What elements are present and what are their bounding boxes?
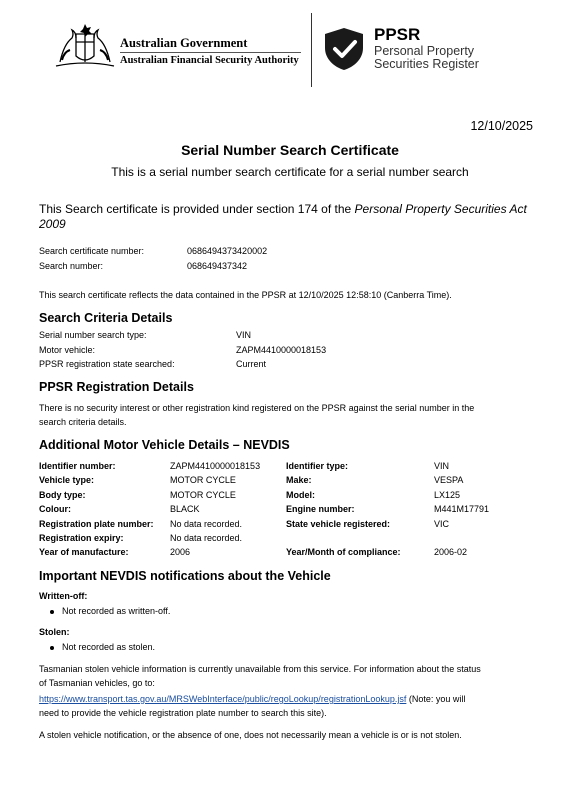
agency-name-line1: Australian Government [120, 36, 248, 50]
nevdis-value: VIC [434, 519, 450, 529]
bullet-icon [50, 610, 54, 614]
nevdis-label: State vehicle registered: [286, 519, 391, 529]
reflects-note: This search certificate reflects the data contained in the PPSR at 12/10/2025 12:58:10 (Canberra Time). [39, 290, 452, 300]
nevdis-label: Registration plate number: [39, 519, 154, 529]
stolen-item [50, 642, 155, 652]
tas-text-line2: of Tasmanian vehicles, go to: [39, 678, 155, 688]
certificate-intro [39, 202, 539, 231]
criteria-value: VIN [236, 330, 252, 340]
ppsr-title: PPSR [374, 25, 421, 44]
nevdis-label: Identifier number: [39, 461, 116, 471]
nevdis-label: Engine number: [286, 504, 355, 514]
search-number-label: Search number: [39, 261, 104, 271]
registration-text-line2: search criteria details. [39, 417, 127, 427]
nevdis-value: No data recorded. [170, 519, 243, 529]
tas-lookup-link[interactable]: https://www.transport.tas.gov.au/MRSWebInterface/public/regoLookup/registrationLookup.jsf [39, 694, 407, 704]
criteria-value: Current [236, 359, 267, 369]
nevdis-label: Body type: [39, 490, 86, 500]
nevdis-value: MOTOR CYCLE [170, 475, 236, 485]
nevdis-value: ZAPM4410000018153 [170, 461, 261, 471]
nevdis-value: MOTOR CYCLE [170, 490, 236, 500]
nevdis-label: Make: [286, 475, 312, 485]
nevdis-label: Year of manufacture: [39, 547, 129, 557]
tas-text-line1: Tasmanian stolen vehicle information is currently unavailable from this service. For information about the status [39, 664, 481, 674]
nevdis-value: 2006-02 [434, 547, 468, 557]
tas-link-line [39, 694, 465, 704]
shield-check-icon [321, 26, 367, 72]
stolen-disclaimer: A stolen vehicle notification, or the absence of one, does not necessarily mean a vehicle is or is not stolen. [39, 730, 462, 740]
tas-link-note: (Note: you will [406, 694, 466, 704]
act-name: Personal Property Securities Act 2009 [39, 202, 527, 231]
nevdis-label: Identifier type: [286, 461, 349, 471]
certificate-subtitle: This is a serial number search certificate for a serial number search [111, 165, 469, 179]
search-number-value: 068649437342 [187, 261, 248, 271]
nevdis-heading: Additional Motor Vehicle Details – NEVDIS [39, 438, 290, 452]
criteria-label: Motor vehicle: [39, 345, 96, 355]
ppsr-subtitle-line2: Securities Register [374, 57, 479, 71]
written-off-text: Not recorded as written-off. [62, 606, 171, 616]
certificate-number-value: 0686494373420002 [187, 246, 268, 256]
nevdis-value: M441M17791 [434, 504, 490, 514]
nevdis-label: Vehicle type: [39, 475, 95, 485]
nevdis-value: VESPA [434, 475, 464, 485]
stolen-label: Stolen: [39, 627, 70, 637]
written-off-item [50, 606, 170, 616]
registration-heading: PPSR Registration Details [39, 380, 194, 394]
criteria-label: PPSR registration state searched: [39, 359, 175, 369]
nevdis-value: VIN [434, 461, 450, 471]
registration-text-line1: There is no security interest or other registration kind registered on the PPSR against the serial number in the [39, 403, 475, 413]
agency-divider [120, 52, 301, 53]
intro-text: This Search certificate is provided under section 174 of the [39, 202, 355, 216]
nevdis-label: Year/Month of compliance: [286, 547, 401, 557]
nevdis-value: LX125 [434, 490, 461, 500]
header-separator [311, 13, 312, 87]
ppsr-subtitle-line1: Personal Property [374, 44, 475, 58]
criteria-value: ZAPM4410000018153 [236, 345, 327, 355]
nevdis-label: Registration expiry: [39, 533, 124, 543]
stolen-text: Not recorded as stolen. [62, 642, 156, 652]
certificate-number-label: Search certificate number: [39, 246, 145, 256]
nevdis-value: No data recorded. [170, 533, 243, 543]
nevdis-value: 2006 [170, 547, 191, 557]
bullet-icon [50, 646, 54, 650]
notifications-heading: Important NEVDIS notifications about the Vehicle [39, 569, 331, 583]
criteria-label: Serial number search type: [39, 330, 147, 340]
certificate-title: Serial Number Search Certificate [181, 142, 399, 158]
coat-of-arms-icon [52, 22, 118, 70]
tas-text-line4: need to provide the vehicle registration plate number to search this site). [39, 708, 327, 718]
agency-name-line2: Australian Financial Security Authority [120, 55, 299, 66]
nevdis-label: Model: [286, 490, 315, 500]
nevdis-label: Colour: [39, 504, 71, 514]
search-criteria-heading: Search Criteria Details [39, 311, 173, 325]
certificate-date: 12/10/2025 [470, 119, 533, 133]
written-off-label: Written-off: [39, 591, 88, 601]
nevdis-value: BLACK [170, 504, 200, 514]
